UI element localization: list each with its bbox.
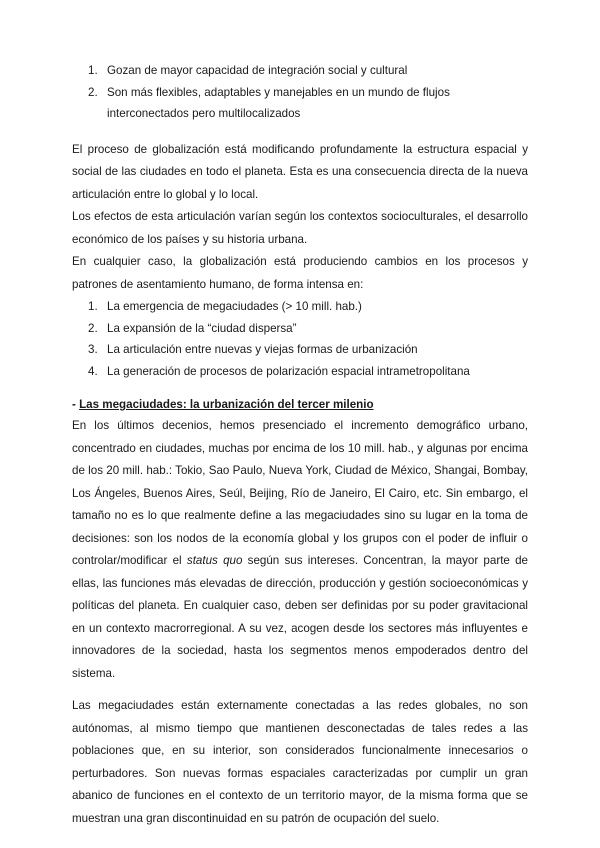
- list-item: [72, 339, 528, 361]
- list-item: [72, 82, 528, 125]
- list-item-number: 3.: [88, 343, 98, 356]
- list-item: [72, 361, 528, 383]
- list-item-text: Gozan de mayor capacidad de integración social y cultural: [107, 64, 408, 77]
- advantages-list: [72, 60, 528, 125]
- paragraph-networks: Las megaciudades están externamente conectadas a las redes globales, no son autónomas, al mismo tiempo que mantienen desconectadas de tales redes a las poblaciones que, en su interior, son considerados funcionalmente innecesarios o perturbadores. Son nuevas formas espaciales caracterizadas por cumplir un gran abanico de funciones en el contexto de un territorio mayor, de la misma forma que se muestran una gran discontinuidad en su patrón de ocupación del suelo.: [72, 699, 528, 825]
- paragraph-changes: En cualquier caso, la globalización está produciendo cambios en los procesos y patrones de asentamiento humano, de forma intensa en:: [72, 255, 528, 291]
- list-item-text: La generación de procesos de polarización espacial intrametropolitana: [107, 364, 470, 378]
- list-item-number: 2.: [88, 85, 98, 99]
- list-item: [72, 60, 528, 82]
- list-item-number: 2.: [88, 321, 98, 335]
- paragraph-megacities: [72, 415, 528, 685]
- list-item-text: La expansión de la “ciudad dispersa”: [107, 321, 297, 335]
- paragraph-megacities-italic: status quo: [186, 554, 243, 567]
- list-item: [72, 318, 528, 340]
- list-item-text: La emergencia de megaciudades (> 10 mill. hab.): [107, 300, 362, 313]
- paragraph-megacities-part2: según sus intereses. Concentran, la mayor parte de ellas, las funciones más elevadas de dirección, producción y gestión socioeconómicas y políticas del planeta. En cualquier caso, deben ser definidas por su poder gravitacional en un contexto macrorregional. A su vez, acogen desde los sectores más influyentes e innovadores de la sociedad, hasta los segmentos menos empoderados dentro del sistema.: [72, 554, 529, 680]
- changes-list: [72, 296, 528, 382]
- section-heading: [72, 394, 528, 415]
- list-item-text: Son más flexibles, adaptables y manejables en un mundo de flujos interconectados pero multilocalizados: [107, 85, 450, 120]
- section-heading-prefix: -: [72, 398, 80, 411]
- section-heading-title: Las megaciudades: la urbanización del tercer milenio: [79, 398, 374, 411]
- list-item-number: 4.: [88, 364, 98, 378]
- paragraph-megacities-part1: En los últimos decenios, hemos presenciado el incremento demográfico urbano, concentrado en ciudades, muchas por encima de los 10 mill. hab., y algunas por encima de los 20 mill. hab.: Tokio, Sao Paulo, Nueva York, Ciudad de México, Shangai, Bombay, Los Ángeles, Buenos Aires, Seúl, Beijing, Río de Janeiro, El Cairo, etc. Sin embargo, el tamaño no es lo que realmente define a las megaciudades sino su lugar en la toma de decisiones: son los nodos de la economía global y los grupos con el poder de influir o controlar/modificar el: [72, 419, 528, 567]
- paragraph-effects: Los efectos de esta articulación varían según los contextos socioculturales, el desarrollo económico de los países y su historia urbana.: [72, 210, 528, 246]
- list-item-number: 1.: [88, 300, 98, 313]
- list-item-text: La articulación entre nuevas y viejas formas de urbanización: [107, 343, 418, 356]
- list-item-number: 1.: [88, 64, 98, 77]
- document-page: [72, 60, 528, 830]
- paragraph-globalization: El proceso de globalización está modificando profundamente la estructura espacial y social de las ciudades en todo el planeta. Esta es una consecuencia directa de la nueva articulación entre lo global y lo local.: [72, 142, 528, 201]
- list-item: [72, 296, 528, 318]
